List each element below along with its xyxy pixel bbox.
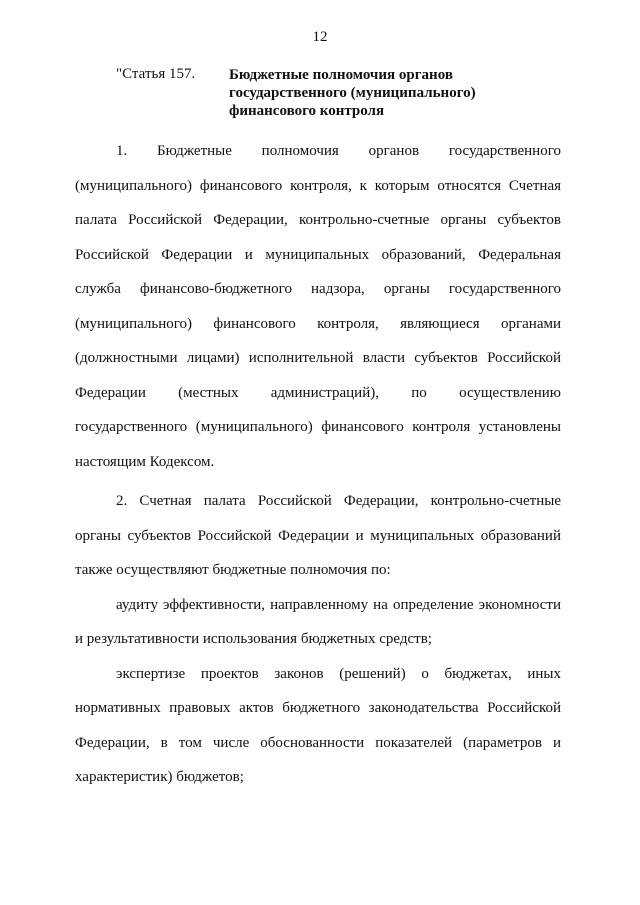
text-line: экспертизе проектов законов (решений) о бюджетах, иных (116, 665, 561, 682)
text-line: нормативных правовых актов бюджетного законодательства Российской (75, 700, 561, 716)
text-line: служба финансово-бюджетного надзора, органы государственного (75, 281, 561, 297)
text-line: Федерации (местных администраций), по осуществлению (75, 384, 561, 401)
text-line: также осуществляют бюджетные полномочия по: (75, 562, 391, 578)
paragraph-1 (75, 134, 561, 479)
page-number: 12 (312, 29, 328, 45)
article-title-line: финансового контроля (229, 103, 385, 119)
text-line: палата Российской Федерации, контрольно-счетные органы субъектов (75, 212, 561, 228)
text-line: (муниципального) финансового контроля, являющиеся органами (75, 315, 561, 332)
text-line: (должностными лицами) исполнительной власти субъектов Российской (75, 350, 561, 366)
article-title-line: Бюджетные полномочия органов (229, 67, 453, 83)
text-line: аудиту эффективности, направленному на определение экономности (116, 596, 561, 613)
paragraph-2 (75, 484, 561, 588)
text-line: 2. Счетная палата Российской Федерации, контрольно-счетные (116, 493, 561, 509)
text-line: органы субъектов Российской Федерации и муниципальных образований (75, 527, 561, 544)
paragraph-4 (75, 657, 561, 795)
text-line: характеристик) бюджетов; (75, 769, 244, 785)
text-line: (муниципального) финансового контроля, к которым относятся Счетная (75, 177, 561, 194)
paragraph-3 (75, 588, 561, 657)
text-line: Российской Федерации и муниципальных образований, Федеральная (75, 246, 561, 263)
article-title (229, 66, 519, 120)
text-line: настоящим Кодексом. (75, 453, 215, 470)
article-label: "Статья 157. (116, 66, 196, 82)
text-line: 1. Бюджетные полномочия органов государственного (116, 143, 561, 159)
text-line: и результативности использования бюджетных средств; (75, 631, 432, 647)
text-line: государственного (муниципального) финансового контроля установлены (75, 419, 561, 435)
article-title-line: государственного (муниципального) (229, 85, 476, 101)
article-body (75, 134, 561, 795)
text-line: Федерации, в том числе обоснованности показателей (параметров и (75, 734, 561, 751)
